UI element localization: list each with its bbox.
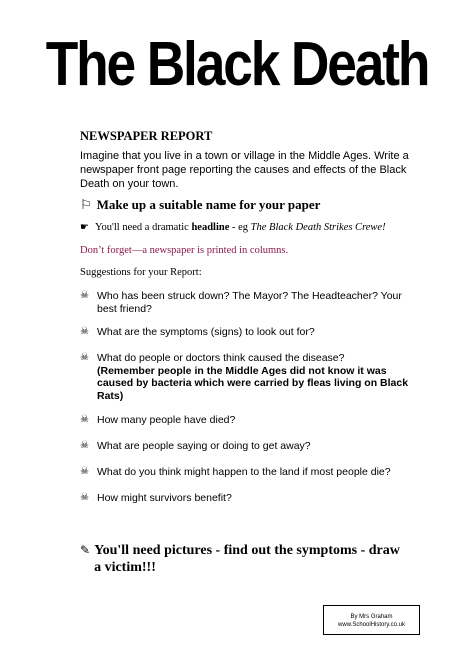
suggestion-text: How might survivors benefit? xyxy=(97,492,232,504)
tip-example: The Black Death Strikes Crewe! xyxy=(250,222,386,233)
page-title: The Black Death xyxy=(45,30,429,99)
suggestion-text: What are people saying or doing to get away? xyxy=(97,440,311,452)
task-text: Make up a suitable name for your paper xyxy=(96,197,321,212)
author-credit-box xyxy=(323,605,420,635)
suggestion-item xyxy=(80,466,420,479)
columns-reminder: Don’t forget—a newspaper is printed in columns. xyxy=(80,245,289,256)
tip-middle: - eg xyxy=(229,222,251,233)
suggestion-text: Who has been struck down? The Mayor? The Headteacher? Your best friend? xyxy=(97,290,402,315)
tip-bold: headline xyxy=(191,222,230,233)
suggestion-item xyxy=(80,290,420,315)
pointing-hand-icon: ☛ xyxy=(80,222,89,233)
suggestion-text xyxy=(97,352,420,402)
skull-crossbones-icon: ☠ xyxy=(80,326,89,337)
suggestion-text: What do you think might happen to the land if most people die? xyxy=(97,466,391,478)
intro-paragraph: Imagine that you live in a town or village in the Middle Ages. Write a newspaper front page reporting the causes and effects of the Black Death on your town. xyxy=(80,150,409,190)
section-heading: NEWSPAPER REPORT xyxy=(80,129,213,143)
suggestion-item xyxy=(80,492,420,505)
task-line xyxy=(80,197,410,213)
tip-prefix: You'll need a dramatic xyxy=(94,222,192,233)
skull-crossbones-icon: ☠ xyxy=(80,466,89,477)
suggestion-text: How many people have died? xyxy=(97,414,236,426)
skull-crossbones-icon: ☠ xyxy=(80,414,89,425)
suggestion-item xyxy=(80,326,420,339)
suggestion-item xyxy=(80,352,420,402)
skull-crossbones-icon: ☠ xyxy=(80,352,89,363)
credit-author: By Mrs Graham xyxy=(350,614,393,620)
pictures-text: You'll need pictures - find out the symptoms - draw a victim!!! xyxy=(94,543,400,575)
suggestion-note: (Remember people in the Middle Ages did not know it was caused by bacteria which were carried by fleas living on Black Rats) xyxy=(97,364,409,402)
skull-crossbones-icon: ☠ xyxy=(80,440,89,451)
suggestion-main: What do people or doctors think caused the disease? xyxy=(97,352,345,364)
skull-crossbones-icon: ☠ xyxy=(80,492,89,503)
flag-icon: ⚐ xyxy=(80,197,92,212)
credit-website: www.SchoolHistory.co.uk xyxy=(338,622,405,628)
suggestion-item xyxy=(80,440,420,453)
suggestion-item xyxy=(80,414,420,427)
skull-crossbones-icon: ☠ xyxy=(80,290,89,301)
pencil-icon: ✎ xyxy=(80,543,91,557)
headline-tip xyxy=(80,222,420,233)
tip-text xyxy=(95,222,386,233)
pictures-instruction xyxy=(80,542,410,576)
suggestions-label: Suggestions for your Report: xyxy=(80,267,202,278)
suggestion-text: What are the symptoms (signs) to look out for? xyxy=(97,326,315,338)
